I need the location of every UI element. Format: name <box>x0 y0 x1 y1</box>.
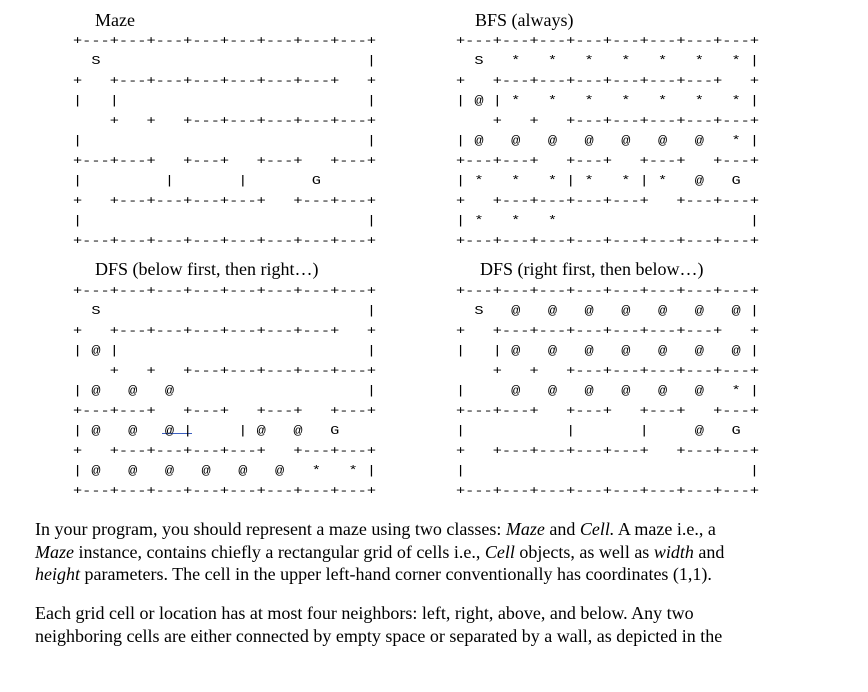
italic-term: Cell <box>484 541 515 562</box>
maze-title-bfs: BFS (always) <box>475 10 574 30</box>
maze-row: | | @ @ @ @ @ @ @ | <box>456 344 759 358</box>
maze-row: + +---+---+---+---+---+---+ + <box>456 74 759 88</box>
maze-title-dfs-right-first: DFS (right first, then below…) <box>480 259 704 279</box>
maze-row: +---+---+---+---+---+---+---+---+ <box>456 34 759 48</box>
text-line <box>35 625 835 648</box>
italic-term: Cell. <box>579 519 615 539</box>
maze-row: S | <box>73 304 376 318</box>
maze-row: +---+---+ +---+ +---+ +---+ <box>456 404 759 418</box>
maze-row: S * * * * * * * | <box>456 54 759 68</box>
maze-row: +---+---+---+---+---+---+---+---+ <box>73 484 376 498</box>
text-run: and <box>544 519 580 539</box>
text-run: A maze i.e., a <box>614 519 716 539</box>
maze-row: S @ @ @ @ @ @ @ | <box>456 304 759 318</box>
maze-row: | @ @ @ @ @ @ * | <box>456 384 759 398</box>
maze-row: | @ @ @ @ @ @ * * | <box>73 464 376 478</box>
text-run: Each grid cell or location has at most four neighbors: left, right, above, and below. Any two <box>35 603 694 623</box>
italic-term: Maze <box>505 519 545 539</box>
maze-row: | @ @ @ | <box>73 384 376 398</box>
paragraph-neighbors <box>35 602 835 647</box>
maze-row: +---+---+---+---+---+---+---+---+ <box>456 234 759 248</box>
text-run: parameters. The cell in the upper left-hand corner conventionally has coordinates (1,1). <box>80 564 712 584</box>
italic-term: Maze <box>35 541 74 562</box>
maze-row: | @ | | <box>73 344 376 358</box>
maze-row: + + +---+---+---+---+---+ <box>73 114 376 128</box>
maze-row: +---+---+---+---+---+---+---+---+ <box>73 34 376 48</box>
maze-row: + + +---+---+---+---+---+ <box>73 364 376 378</box>
maze-row: +---+---+ +---+ +---+ +---+ <box>73 404 376 418</box>
maze-row: +---+---+---+---+---+---+---+---+ <box>456 484 759 498</box>
maze-row: | * * * | * * | * @ G <box>456 174 759 188</box>
maze-row: + +---+---+---+---+ +---+---+ <box>456 194 759 208</box>
maze-row: + +---+---+---+---+---+---+ + <box>73 324 376 338</box>
text-run: neighboring cells are either connected by empty space or separated by a wall, as depicted in the <box>35 625 723 646</box>
maze-row: + +---+---+---+---+---+---+ + <box>456 324 759 338</box>
text-run: and <box>693 541 725 562</box>
maze-row: + +---+---+---+---+ +---+---+ <box>73 194 376 208</box>
italic-term: height <box>35 564 80 584</box>
maze-title-dfs-below-first: DFS (below first, then right…) <box>95 259 319 279</box>
maze-row: | | <box>73 214 376 228</box>
maze-row: | | | @ G <box>456 424 759 438</box>
maze-row: +---+---+ +---+ +---+ +---+ <box>456 154 759 168</box>
text-line <box>35 518 835 541</box>
text-line <box>35 541 835 564</box>
maze-row: | | <box>73 134 376 148</box>
maze-row: + +---+---+---+---+ +---+---+ <box>73 444 376 458</box>
maze-row: + + +---+---+---+---+---+ <box>456 364 759 378</box>
maze-row: | @ @ @ | | @ @ G <box>73 424 376 438</box>
paragraph-maze-classes <box>35 518 835 586</box>
maze-row: + + +---+---+---+---+---+ <box>456 114 759 128</box>
maze-row: +---+---+---+---+---+---+---+---+ <box>73 284 376 298</box>
maze-title-original: Maze <box>95 10 135 30</box>
maze-row: | | | G <box>73 174 376 188</box>
maze-row: +---+---+ +---+ +---+ +---+ <box>73 154 376 168</box>
text-run: objects, as well as <box>514 541 654 562</box>
italic-term: width <box>653 541 694 562</box>
text-line <box>35 563 835 586</box>
maze-row: | | | <box>73 94 376 108</box>
maze-row: + +---+---+---+---+---+---+ + <box>73 74 376 88</box>
maze-row: S | <box>73 54 376 68</box>
maze-row: | * * * | <box>456 214 759 228</box>
text-run: instance, contains chiefly a rectangular grid of cells i.e., <box>74 541 485 562</box>
maze-row: +---+---+---+---+---+---+---+---+ <box>73 234 376 248</box>
maze-row: | @ @ @ @ @ @ @ * | <box>456 134 759 148</box>
maze-row: +---+---+---+---+---+---+---+---+ <box>456 284 759 298</box>
maze-row: | @ | * * * * * * * | <box>456 94 759 108</box>
maze-row: + +---+---+---+---+ +---+---+ <box>456 444 759 458</box>
maze-row: | | <box>456 464 759 478</box>
text-run: In your program, you should represent a maze using two classes: <box>35 519 506 539</box>
text-line <box>35 602 835 625</box>
